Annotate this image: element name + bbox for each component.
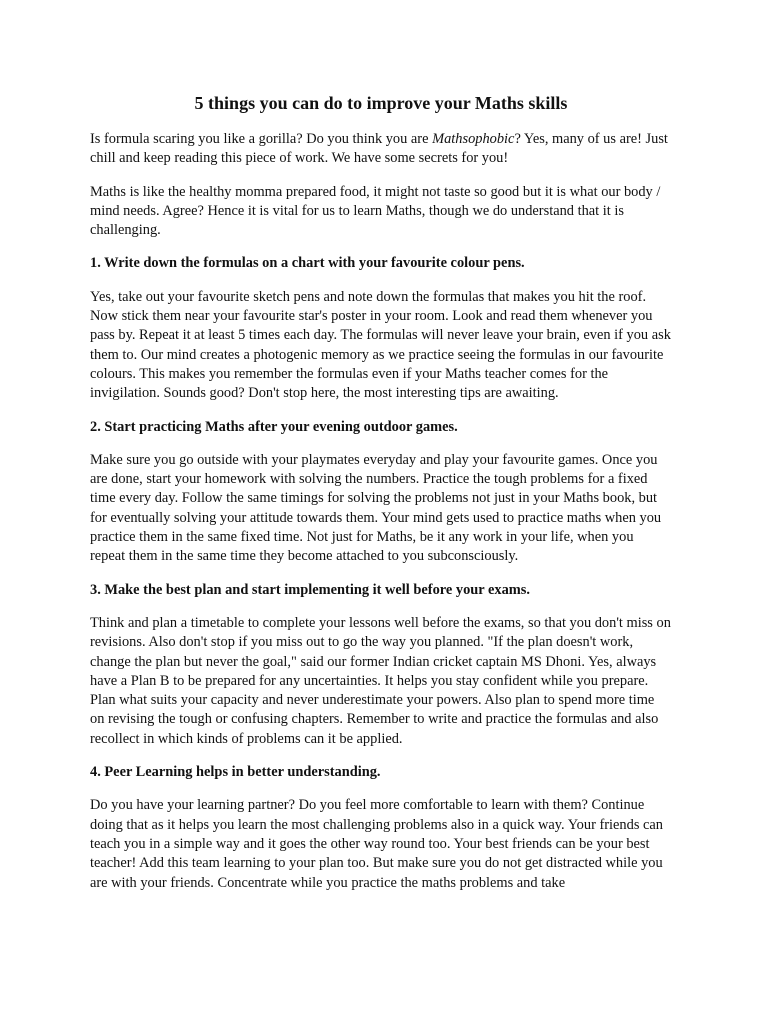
intro-text-end: ? Yes, many of us are! Just chill and keep reading this piece of work. We have some secrets for you! [90, 131, 668, 167]
section-heading-4: 4. Peer Learning helps in better understanding. [90, 764, 381, 781]
section-body-4: Do you have your learning partner? Do you feel more comfortable to learn with them? Continue doing that as it helps you learn the most challenging problems also in a quick way. Your friends can teach you in a simple way and it goes the other way round too. Your best friends can be your best teacher! Add this team learning to your plan too. But make sure you do not get distracted while you are with your friends. Concentrate while you practice the maths problems and take [90, 797, 663, 891]
document-title: 5 things you can do to improve your Maths skills [194, 93, 568, 113]
body-paragraph: Maths is like the healthy momma prepared food, it might not taste so good but it is what our body / mind needs. Agree? Hence it is vital for us to learn Maths, though we do understand that it is challenging. [90, 183, 661, 239]
intro-emphasis: Mathsophobic [432, 131, 515, 147]
section-body-3: Think and plan a timetable to complete your lessons well before the exams, so that you don't miss on revisions. Also don't stop if you miss out to go the way you planned. "If the plan doesn't work, change the plan but never the goal," said our former Indian cricket captain MS Dhoni. Yes, always have a Plan B to be prepared for any uncertainties. It helps you stay confident while you prepare. Plan what suits your capacity and never underestimate your powers. Also plan to spend more time on revising the tough or confusing chapters. Remember to write and practice the formulas and also recollect in which kinds of problems can it be applied. [90, 614, 671, 747]
section-heading-2: 2. Start practicing Maths after your evening outdoor games. [90, 418, 458, 435]
intro-text-start: Is formula scaring you like a gorilla? Do you think you are [90, 131, 433, 147]
intro-paragraph [90, 130, 672, 169]
section-body-1: Yes, take out your favourite sketch pens and note down the formulas that makes you hit the roof. Now stick them near your favourite star's poster in your room. Look and read them whenever you pass by. Repeat it at least 5 times each day. The formulas will never leave your brain, even if you ask them to. Our mind creates a photogenic memory as we practice seeing the formulas in our favourite colours. This makes you remember the formulas even if your Maths teacher comes for the invigilation. Sounds good? Don't stop here, the most interesting tips are awaiting. [90, 288, 671, 402]
section-heading-3: 3. Make the best plan and start implementing it well before your exams. [90, 581, 530, 598]
section-heading-1: 1. Write down the formulas on a chart with your favourite colour pens. [90, 255, 525, 272]
section-body-2: Make sure you go outside with your playmates everyday and play your favourite games. Once you are done, start your homework with solving the numbers. Practice the tough problems for a fixed time every day. Follow the same timings for solving the problems not just in your Maths book, but for eventually solving your attitude towards them. Your mind gets used to practice maths when you practice them in the same fixed time. Not just for Maths, be it any work in your life, when you repeat them in the same time they become attached to you subconsciously. [90, 451, 662, 565]
